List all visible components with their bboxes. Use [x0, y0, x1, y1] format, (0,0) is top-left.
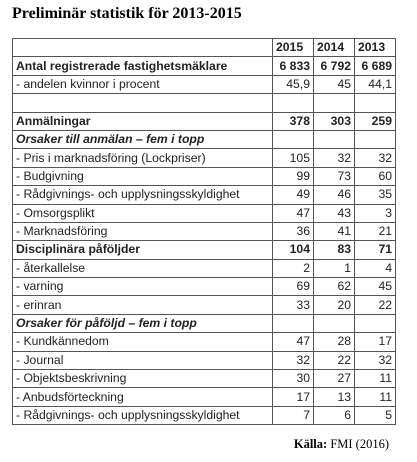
page-title: Preliminär statistik för 2013-2015 — [12, 5, 242, 22]
table-row — [13, 204, 396, 222]
value-cell-2013: 22 — [355, 296, 396, 314]
value-cell-2015: 99 — [273, 167, 314, 185]
value-cell-2014 — [314, 314, 355, 332]
value-cell-2014: 45 — [314, 75, 355, 93]
value-cell-2013: 71 — [355, 241, 396, 259]
table-row — [13, 278, 396, 296]
header-label-cell — [13, 39, 273, 57]
value-cell-2014 — [314, 94, 355, 112]
value-cell-2014: 20 — [314, 296, 355, 314]
value-cell-2014 — [314, 130, 355, 148]
table-row — [13, 130, 396, 148]
value-cell-2013: 44,1 — [355, 75, 396, 93]
value-cell-2014: 73 — [314, 167, 355, 185]
row-label: - Objektsbeskrivning — [13, 370, 273, 388]
value-cell-2015: 104 — [273, 241, 314, 259]
value-cell-2014: 13 — [314, 388, 355, 406]
value-cell-2014: 62 — [314, 278, 355, 296]
value-cell-2015: 7 — [273, 406, 314, 424]
table-row — [13, 241, 396, 259]
source-label: Källa: — [293, 437, 328, 451]
value-cell-2015: 36 — [273, 222, 314, 240]
row-label: Antal registrerade fastighetsmäklare — [13, 57, 273, 75]
value-cell-2014: 303 — [314, 112, 355, 130]
value-cell-2014: 43 — [314, 204, 355, 222]
table-row — [13, 149, 396, 167]
value-cell-2015: 45,9 — [273, 75, 314, 93]
value-cell-2014: 6 — [314, 406, 355, 424]
value-cell-2014: 6 792 — [314, 57, 355, 75]
value-cell-2013: 5 — [355, 406, 396, 424]
value-cell-2015: 105 — [273, 149, 314, 167]
year-header-2013: 2013 — [355, 39, 396, 57]
row-label: - Omsorgsplikt — [13, 204, 273, 222]
value-cell-2013: 32 — [355, 351, 396, 369]
row-label: - Budgivning — [13, 167, 273, 185]
value-cell-2015: 378 — [273, 112, 314, 130]
value-cell-2013: 11 — [355, 370, 396, 388]
row-label: - varning — [13, 278, 273, 296]
row-label: Orsaker till anmälan – fem i topp — [13, 130, 273, 148]
statistics-table — [12, 38, 396, 425]
table-row — [13, 112, 396, 130]
year-header-2014: 2014 — [314, 39, 355, 57]
value-cell-2014: 22 — [314, 351, 355, 369]
table-row — [13, 314, 396, 332]
value-cell-2013: 3 — [355, 204, 396, 222]
source-note — [294, 437, 389, 452]
source-text: FMI (2016) — [330, 437, 389, 451]
value-cell-2015: 47 — [273, 333, 314, 351]
value-cell-2013: 21 — [355, 222, 396, 240]
value-cell-2015: 6 833 — [273, 57, 314, 75]
table-row — [13, 57, 396, 75]
value-cell-2014: 32 — [314, 149, 355, 167]
value-cell-2013: 32 — [355, 149, 396, 167]
value-cell-2015 — [273, 130, 314, 148]
table-row — [13, 351, 396, 369]
row-label: - återkallelse — [13, 259, 273, 277]
value-cell-2015 — [273, 94, 314, 112]
value-cell-2013: 259 — [355, 112, 396, 130]
value-cell-2013: 17 — [355, 333, 396, 351]
row-label: - Marknadsföring — [13, 222, 273, 240]
statistics-table-body — [13, 39, 396, 425]
value-cell-2015: 33 — [273, 296, 314, 314]
table-row — [13, 186, 396, 204]
value-cell-2014: 1 — [314, 259, 355, 277]
table-row — [13, 333, 396, 351]
row-label: - Rådgivnings- och upplysningsskyldighet — [13, 186, 273, 204]
value-cell-2013: 4 — [355, 259, 396, 277]
year-header-2015: 2015 — [273, 39, 314, 57]
value-cell-2013 — [355, 314, 396, 332]
value-cell-2015: 69 — [273, 278, 314, 296]
value-cell-2013: 60 — [355, 167, 396, 185]
value-cell-2013: 11 — [355, 388, 396, 406]
row-label: - Kundkännedom — [13, 333, 273, 351]
row-label: Disciplinära påföljder — [13, 241, 273, 259]
value-cell-2014: 28 — [314, 333, 355, 351]
table-row — [13, 75, 396, 93]
table-row — [13, 388, 396, 406]
value-cell-2015: 49 — [273, 186, 314, 204]
table-row — [13, 167, 396, 185]
value-cell-2015: 17 — [273, 388, 314, 406]
value-cell-2015: 32 — [273, 351, 314, 369]
row-label: Anmälningar — [13, 112, 273, 130]
row-label: - erinran — [13, 296, 273, 314]
row-label: - Anbudsförteckning — [13, 388, 273, 406]
table-row — [13, 94, 396, 112]
table-row — [13, 296, 396, 314]
value-cell-2013 — [355, 130, 396, 148]
value-cell-2013: 35 — [355, 186, 396, 204]
value-cell-2015 — [273, 314, 314, 332]
value-cell-2013: 6 689 — [355, 57, 396, 75]
value-cell-2013: 45 — [355, 278, 396, 296]
row-label: - Journal — [13, 351, 273, 369]
value-cell-2014: 46 — [314, 186, 355, 204]
row-label — [13, 94, 273, 112]
table-row — [13, 370, 396, 388]
value-cell-2014: 83 — [314, 241, 355, 259]
table-row — [13, 259, 396, 277]
value-cell-2015: 30 — [273, 370, 314, 388]
value-cell-2015: 2 — [273, 259, 314, 277]
row-label: Orsaker för påföljd – fem i topp — [13, 314, 273, 332]
value-cell-2014: 27 — [314, 370, 355, 388]
table-row — [13, 222, 396, 240]
row-label: - Rådgivnings- och upplysningsskyldighet — [13, 406, 273, 424]
header-row — [13, 39, 396, 57]
table-row — [13, 406, 396, 424]
row-label: - andelen kvinnor i procent — [13, 75, 273, 93]
row-label: - Pris i marknadsföring (Lockpriser) — [13, 149, 273, 167]
value-cell-2014: 41 — [314, 222, 355, 240]
value-cell-2013 — [355, 94, 396, 112]
value-cell-2015: 47 — [273, 204, 314, 222]
